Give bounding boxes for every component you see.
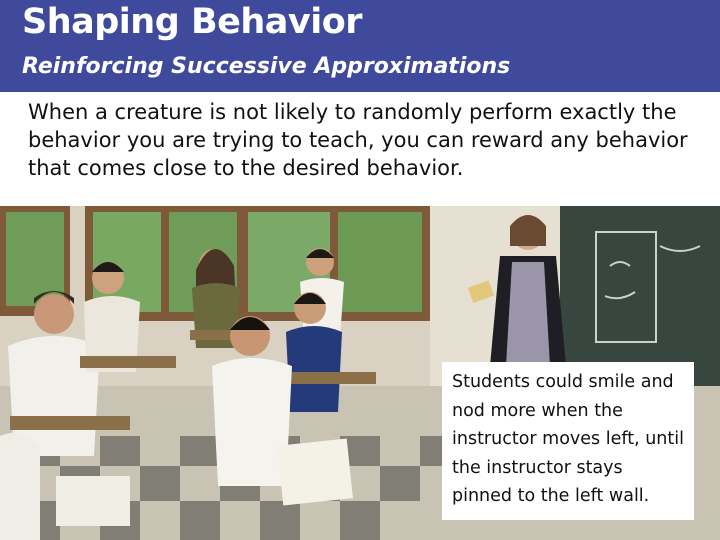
slide-title: Shaping Behavior bbox=[22, 2, 363, 42]
callout-box: Students could smile and nod more when the instructor moves left, until the instructor stays pinned to the left wall. bbox=[442, 362, 694, 520]
slide-subtitle: Reinforcing Successive Approximations bbox=[22, 54, 511, 79]
body-paragraph: When a creature is not likely to randomly perform exactly the behavior you are trying to teach, you can reward any behavior that comes close to the desired behavior. bbox=[28, 100, 688, 180]
title-bar bbox=[0, 0, 720, 92]
